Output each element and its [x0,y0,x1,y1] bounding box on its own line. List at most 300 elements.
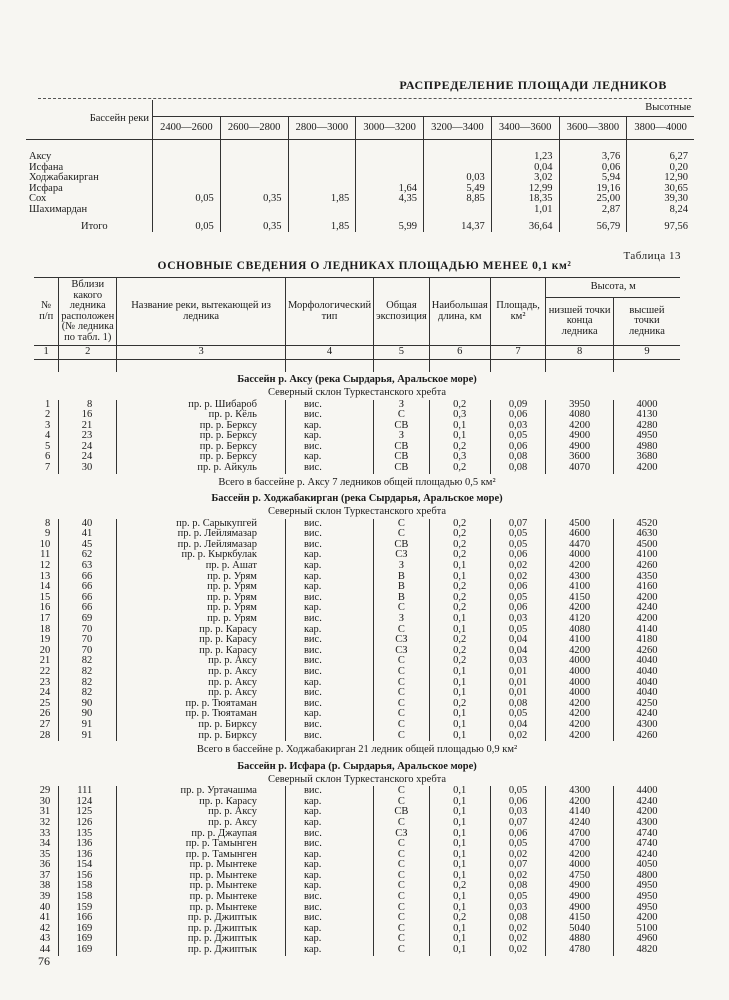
header-num: № п/п [34,278,59,346]
exposure: С [374,913,430,924]
spacer-cell [613,359,680,372]
morph-type: вис. [285,593,373,604]
row-number: 33 [34,829,59,840]
height-high: 4260 [613,561,680,572]
area-value: 12,90 [627,173,694,184]
near-glacier: 124 [59,797,117,808]
area-value: 8,24 [627,205,694,216]
exposure: СВ [374,452,430,463]
river-name: пр. р. Кёль [117,410,286,421]
area: 0,07 [490,818,546,829]
exposure: СЗ [374,635,430,646]
morph-type: вис. [285,839,373,850]
near-glacier: 40 [59,519,117,530]
area: 0,02 [490,924,546,935]
exposure: С [374,709,430,720]
exposure: В [374,582,430,593]
row-number: 19 [34,635,59,646]
spacer-cell [490,359,546,372]
length: 0,3 [429,410,490,421]
header-high: высшей точки ледника [613,298,680,346]
basin-name: Исфара [29,182,63,194]
area: 0,05 [490,625,546,636]
length: 0,2 [429,603,490,614]
section-summary: Всего в бассейне р. Аксу 7 ледников общей площадью 0,5 км² [218,476,496,488]
exposure: СВ [374,421,430,432]
near-glacier: 41 [59,529,117,540]
row-number: 21 [34,656,59,667]
total-row [26,216,694,233]
morph-type: кар. [285,881,373,892]
row-number: 5 [34,442,59,453]
height-high: 4950 [613,903,680,914]
area: 0,05 [490,431,546,442]
near-glacier: 91 [59,731,117,742]
row-number: 32 [34,818,59,829]
header-length: Наибольшая длина, км [429,278,490,346]
table-row [34,945,680,956]
height-high: 4740 [613,829,680,840]
morph-type: вис. [285,442,373,453]
length: 0,1 [429,709,490,720]
area: 0,03 [490,656,546,667]
exposure: С [374,797,430,808]
exposure: СВ [374,442,430,453]
exposure: С [374,667,430,678]
header-exposure: Общая экспозиция [374,278,430,346]
table-row [34,731,680,742]
length: 0,1 [429,934,490,945]
length: 0,1 [429,860,490,871]
total-value: 1,85 [288,216,356,233]
river-name: пр. р. Аксу [117,807,286,818]
near-glacier: 136 [59,839,117,850]
morph-type: кар. [285,871,373,882]
exposure: С [374,410,430,421]
table-row [34,667,680,678]
row-number: 12 [34,561,59,572]
length: 0,1 [429,786,490,797]
glacier-area-distribution-table [26,100,694,232]
exposure: С [374,519,430,530]
near-glacier: 62 [59,550,117,561]
height-high: 4130 [613,410,680,421]
river-name: пр. р. Джаупая [117,829,286,840]
row-number: 25 [34,699,59,710]
exposure: В [374,572,430,583]
length: 0,1 [429,807,490,818]
area: 0,06 [490,829,546,840]
near-glacier: 82 [59,656,117,667]
exposure: СВ [374,463,430,474]
near-glacier: 70 [59,635,117,646]
exposure: С [374,924,430,935]
length: 0,1 [429,678,490,689]
height-high: 4960 [613,934,680,945]
morph-type: вис. [285,786,373,797]
area: 0,05 [490,593,546,604]
height-high: 4280 [613,421,680,432]
slope-heading: Северный склон Туркестанского хребта [267,506,447,518]
morph-type: вис. [285,829,373,840]
area: 0,06 [490,797,546,808]
row-number: 17 [34,614,59,625]
height-low: 4700 [546,829,613,840]
length: 0,1 [429,614,490,625]
exposure: СЗ [374,550,430,561]
height-low: 4000 [546,656,613,667]
area-value: 18,35 [491,194,559,205]
exposure: С [374,688,430,699]
area-value [153,205,221,216]
row-number: 4 [34,431,59,442]
river-name: пр. р. Урям [117,582,286,593]
spacer-cell [356,140,424,153]
length: 0,1 [429,818,490,829]
height-range-header: 3000—3200 [356,117,424,140]
height-low: 3950 [546,400,613,411]
river-name: пр. р. Шибароб [117,400,286,411]
table1-group-row [26,100,694,117]
near-glacier: 8 [59,400,117,411]
river-name: пр. р. Берксу [117,431,286,442]
height-low: 4200 [546,421,613,432]
height-low: 4600 [546,529,613,540]
river-name: пр. р. Аксу [117,688,286,699]
area: 0,01 [490,667,546,678]
length: 0,2 [429,540,490,551]
exposure: З [374,561,430,572]
morph-type: кар. [285,934,373,945]
height-low: 4120 [546,614,613,625]
near-glacier: 69 [59,614,117,625]
row-number: 1 [34,400,59,411]
river-name: пр. р. Карасу [117,635,286,646]
table-title: ОСНОВНЫЕ СВЕДЕНИЯ О ЛЕДНИКАХ ПЛОЩАДЬЮ МЕНЕЕ 0,1 км² [157,260,572,272]
table-row [26,173,694,184]
morph-type: вис. [285,400,373,411]
area: 0,03 [490,903,546,914]
spacer-cell [546,359,613,372]
area: 0,07 [490,519,546,530]
basin-heading-row [34,491,680,507]
height-low: 4880 [546,934,613,945]
height-low: 4000 [546,860,613,871]
length: 0,3 [429,452,490,463]
river-name: пр. р. Берксу [117,442,286,453]
length: 0,2 [429,582,490,593]
exposure: СВ [374,807,430,818]
length: 0,1 [429,892,490,903]
spacer-cell [374,359,430,372]
area-value [356,163,424,174]
area: 0,02 [490,871,546,882]
height-high: 4040 [613,656,680,667]
area: 0,01 [490,688,546,699]
height-high: 4200 [613,807,680,818]
spacer-cell [220,140,288,153]
area: 0,07 [490,860,546,871]
river-name: пр. р. Сарыкупгей [117,519,286,530]
exposure: СЗ [374,646,430,657]
near-glacier: 66 [59,603,117,614]
river-name: пр. р. Джиптык [117,934,286,945]
slope-heading-row [34,388,680,400]
length: 0,1 [429,850,490,861]
height-low: 4150 [546,593,613,604]
river-name: пр. р. Джиптык [117,924,286,935]
row-number: 30 [34,797,59,808]
height-high: 4260 [613,646,680,657]
header-area: Площадь, км² [490,278,546,346]
exposure: С [374,720,430,731]
length: 0,2 [429,646,490,657]
near-glacier: 70 [59,646,117,657]
height-low: 4700 [546,839,613,850]
length: 0,1 [429,720,490,731]
near-glacier: 91 [59,720,117,731]
near-glacier: 24 [59,442,117,453]
length: 0,1 [429,561,490,572]
morph-type: кар. [285,452,373,463]
area-value [220,173,288,184]
morph-type: кар. [285,860,373,871]
morph-type: вис. [285,410,373,421]
area-value: 5,94 [559,173,627,184]
area-value [356,205,424,216]
near-glacier: 125 [59,807,117,818]
height-high: 4400 [613,786,680,797]
total-value: 36,64 [491,216,559,233]
near-glacier: 90 [59,709,117,720]
slope-heading-row [34,507,680,519]
row-number: 28 [34,731,59,742]
height-high: 4140 [613,625,680,636]
height-high: 4040 [613,688,680,699]
length: 0,2 [429,442,490,453]
row-number: 34 [34,839,59,850]
exposure: С [374,625,430,636]
area: 0,08 [490,452,546,463]
morph-type: вис. [285,903,373,914]
height-low: 4240 [546,818,613,829]
total-value: 5,99 [356,216,424,233]
area: 0,02 [490,572,546,583]
table-row [26,194,694,205]
length: 0,1 [429,871,490,882]
river-name: пр. р. Карасу [117,797,286,808]
length: 0,2 [429,699,490,710]
basin-heading-row [34,372,680,388]
morph-type: кар. [285,807,373,818]
area-value: 25,00 [559,194,627,205]
total-value: 0,05 [153,216,221,233]
spacer-cell [59,359,117,372]
morph-type: вис. [285,720,373,731]
height-low: 4200 [546,709,613,720]
exposure: З [374,431,430,442]
table-row [26,163,694,174]
morph-type: вис. [285,656,373,667]
height-low: 4200 [546,720,613,731]
height-low: 4150 [546,913,613,924]
column-number: 9 [613,346,680,360]
height-high: 4240 [613,850,680,861]
height-high: 4200 [613,913,680,924]
area-value [220,205,288,216]
height-high: 4520 [613,519,680,530]
length: 0,2 [429,550,490,561]
spacer-row [34,359,680,372]
table-row [34,818,680,829]
area-value [288,173,356,184]
row-number: 37 [34,871,59,882]
morph-type: кар. [285,678,373,689]
exposure: В [374,593,430,604]
river-name: пр. р. Мынтеке [117,871,286,882]
height-low: 4900 [546,431,613,442]
spacer-cell [117,359,286,372]
row-number: 6 [34,452,59,463]
area-value [424,152,492,163]
table-row [34,614,680,625]
area: 0,06 [490,603,546,614]
row-number: 24 [34,688,59,699]
row-number: 9 [34,529,59,540]
height-high: 4350 [613,572,680,583]
height-low: 4900 [546,442,613,453]
area-value: 0,05 [153,194,221,205]
row-number: 13 [34,572,59,583]
summary-row [34,741,680,758]
area-value: 0,03 [424,173,492,184]
area-value [220,152,288,163]
morph-type: вис. [285,892,373,903]
height-low: 4140 [546,807,613,818]
basin-name: Сох [29,193,47,205]
height-high: 4950 [613,881,680,892]
table-row [34,463,680,474]
exposure: С [374,892,430,903]
river-name: пр. р. Аксу [117,656,286,667]
area-value: 5,49 [424,184,492,195]
exposure: С [374,656,430,667]
length: 0,2 [429,519,490,530]
area: 0,04 [490,720,546,731]
slope-heading: Северный склон Туркестанского хребта [267,773,447,785]
length: 0,1 [429,625,490,636]
height-high: 4260 [613,731,680,742]
area: 0,08 [490,699,546,710]
morph-type: кар. [285,945,373,956]
header-low: низшей точки конца ледника [546,298,613,346]
area-value: 0,04 [491,163,559,174]
basin-heading-row [34,758,680,774]
row-number: 42 [34,924,59,935]
table2-body [34,359,680,956]
row-number: 2 [34,410,59,421]
height-low: 4200 [546,699,613,710]
height-low: 4200 [546,731,613,742]
area: 0,04 [490,635,546,646]
near-glacier: 63 [59,561,117,572]
morph-type: кар. [285,818,373,829]
area-value: 19,16 [559,184,627,195]
river-name: пр. р. Биркcу [117,720,286,731]
morph-type: вис. [285,699,373,710]
column-number: 6 [429,346,490,360]
table-row [26,152,694,163]
morph-type: вис. [285,913,373,924]
height-low: 4100 [546,582,613,593]
basin-heading: Бассейн р. Исфара (р. Сырдарья, Аральское море) [237,760,477,772]
column-number: 8 [546,346,613,360]
length: 0,1 [429,688,490,699]
morph-type: вис. [285,667,373,678]
column-number: 7 [490,346,546,360]
column-number: 3 [117,346,286,360]
height-high: 4800 [613,871,680,882]
river-name: пр. р. Тюятаман [117,709,286,720]
area: 0,08 [490,913,546,924]
row-number: 43 [34,934,59,945]
near-glacier: 82 [59,678,117,689]
area-value [288,163,356,174]
near-glacier: 136 [59,850,117,861]
height-low: 4500 [546,519,613,530]
basin-name: Аксу [29,151,52,162]
height-low: 4080 [546,410,613,421]
spacer-cell [34,359,59,372]
row-number: 14 [34,582,59,593]
row-number: 40 [34,903,59,914]
near-glacier: 66 [59,582,117,593]
row-number: 36 [34,860,59,871]
exposure: С [374,699,430,710]
total-value: 56,79 [559,216,627,233]
area-value [288,152,356,163]
length: 0,1 [429,829,490,840]
river-name: пр. р. Тюятаман [117,699,286,710]
river-name: пр. р. Ашат [117,561,286,572]
height-high: 4820 [613,945,680,956]
height-high: 4100 [613,550,680,561]
row-number: 20 [34,646,59,657]
near-glacier: 66 [59,593,117,604]
area: 0,09 [490,400,546,411]
area: 0,06 [490,550,546,561]
river-name: пр. р. Берксу [117,421,286,432]
height-range-header: 3600—3800 [559,117,627,140]
total-value: 97,56 [627,216,694,233]
river-name: пр. р. Карасу [117,625,286,636]
row-number: 39 [34,892,59,903]
river-name: пр. р. Лейлямазар [117,540,286,551]
river-name: пр. р. Мынтеке [117,903,286,914]
near-glacier: 158 [59,881,117,892]
row-number: 18 [34,625,59,636]
area-value [153,163,221,174]
near-glacier: 45 [59,540,117,551]
exposure: З [374,614,430,625]
height-low: 3600 [546,452,613,463]
spacer-cell [424,140,492,153]
height-range-header: 3400—3600 [491,117,559,140]
morph-type: вис. [285,646,373,657]
exposure: СЗ [374,829,430,840]
height-low: 4900 [546,903,613,914]
area: 0,08 [490,463,546,474]
